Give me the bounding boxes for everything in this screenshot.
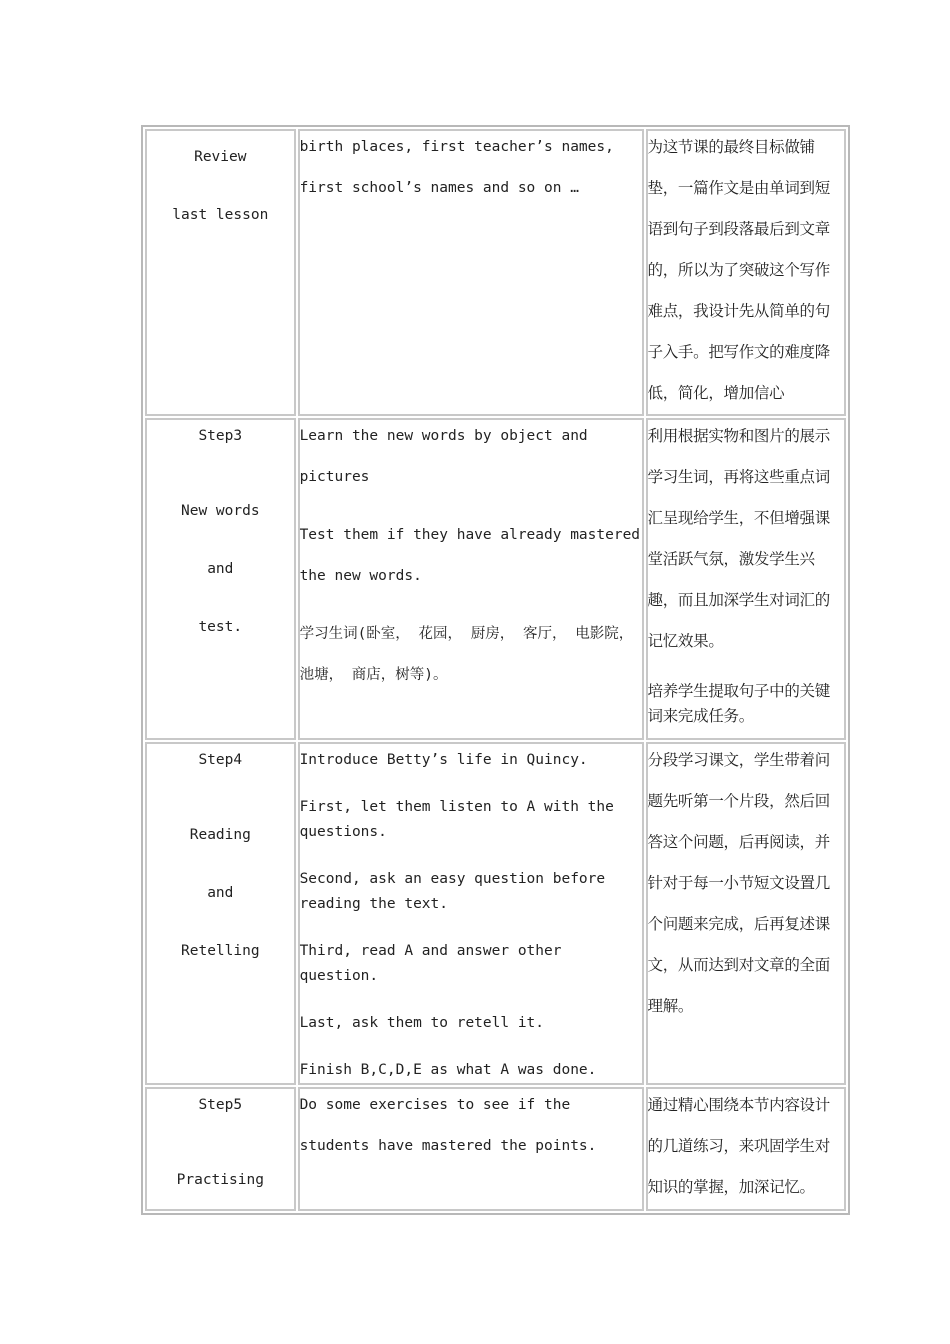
note-text: 通过精心围绕本节内容设计的几道练习，来巩固学生对知识的掌握，加深记忆。: [647, 1096, 830, 1196]
step-label: Step4: [198, 752, 243, 768]
content-cell: [298, 742, 644, 1085]
step-cell: [145, 742, 296, 1085]
note-text: 培养学生提取句子中的关键词来完成任务。: [647, 682, 830, 725]
table-row-step4: [145, 742, 846, 1085]
step-cell: [145, 1087, 296, 1211]
table-row-step3: [145, 418, 846, 740]
step-label: Review: [194, 149, 247, 165]
step-cell: [145, 129, 296, 416]
content-text: Introduce Betty’s life in Quincy.: [299, 752, 588, 768]
note-cell: [646, 742, 846, 1085]
step-label: New words: [181, 503, 260, 519]
content-text: 学习生词(卧室， 花园， 厨房， 客厅， 电影院，池塘， 商店，树等)。: [299, 626, 634, 683]
content-cell: [298, 418, 644, 740]
table-row-step5: [145, 1087, 846, 1211]
content-text: Finish B,C,D,E as what A was done.: [299, 1062, 597, 1078]
step-label: Step3: [198, 428, 243, 444]
content-text: birth places, first teacher’s names, first school’s names and so on …: [299, 139, 614, 196]
table-row-review: [145, 129, 846, 416]
step-label: Reading: [189, 827, 251, 843]
content-text: Third, read A and answer other question.: [299, 943, 562, 984]
content-cell: [298, 1087, 644, 1211]
note-cell: [646, 418, 846, 740]
lesson-plan-table: [141, 125, 850, 1215]
step-label: Retelling: [181, 943, 260, 959]
step-label: Step5: [198, 1097, 243, 1113]
note-text: 利用根据实物和图片的展示学习生词，再将这些重点词汇呈现给学生，不但增强课堂活跃气氛，激发学生兴趣，而且加深学生对词汇的记忆效果。: [647, 427, 830, 650]
step-label: and: [207, 561, 234, 577]
content-cell: [298, 129, 644, 416]
content-text: Last, ask them to retell it.: [299, 1015, 545, 1031]
note-text: 为这节课的最终目标做铺垫，一篇作文是由单词到短语到句子到段落最后到文章的，所以为了突破这个写作难点，我设计先从简单的句子入手。把写作文的难度降低，简化，增加信心: [647, 138, 830, 402]
content-text: Second, ask an easy question before reading the text.: [299, 871, 606, 912]
content-text: First, let them listen to A with the questions.: [299, 799, 614, 840]
note-text: 分段学习课文，学生带着问题先听第一个片段，然后回答这个问题，后再阅读，并针对于每一小节短文设置几个问题来完成，后再复述课文，从而达到对文章的全面理解。: [647, 751, 830, 1015]
content-text: Test them if they have already mastered the new words.: [299, 527, 641, 584]
step-label: test.: [198, 619, 243, 635]
content-text: Learn the new words by object and pictures: [299, 428, 588, 485]
step-label: and: [207, 885, 234, 901]
step-label: Practising: [176, 1172, 264, 1188]
note-cell: [646, 129, 846, 416]
step-cell: [145, 418, 296, 740]
step-label: last lesson: [172, 207, 269, 223]
note-cell: [646, 1087, 846, 1211]
content-text: Do some exercises to see if the students have mastered the points.: [299, 1097, 597, 1154]
